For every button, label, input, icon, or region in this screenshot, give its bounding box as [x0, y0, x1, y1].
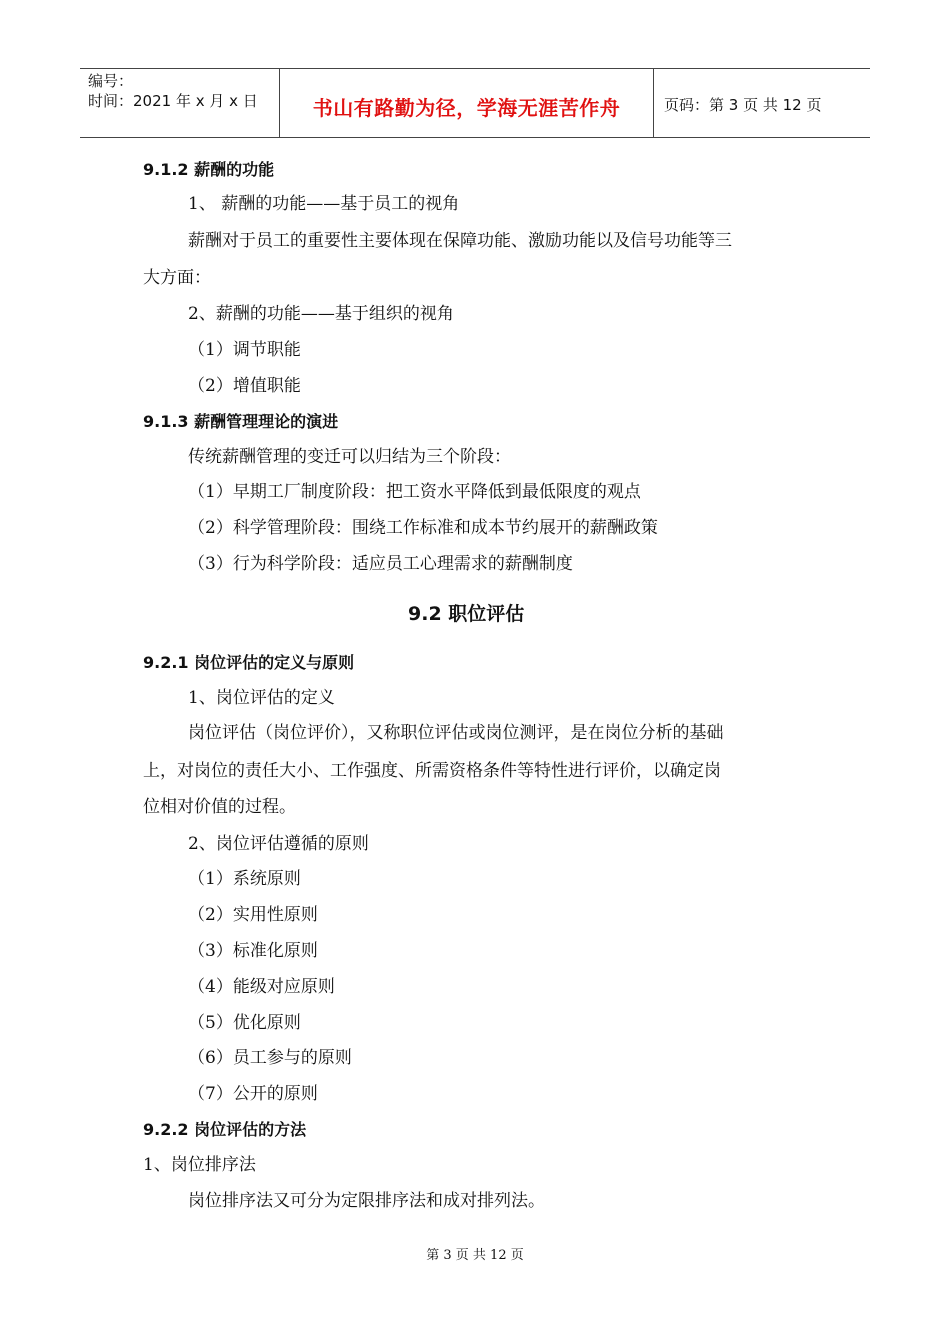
section-heading-9-2-1: 9.2.1 岗位评估的定义与原则: [143, 653, 355, 672]
list-item: （2）增值职能: [188, 376, 301, 396]
list-item: 1、 薪酬的功能——基于员工的视角: [188, 194, 460, 214]
header-time: 时间：2021 年 x 月 x 日: [88, 92, 258, 110]
list-item: 2、薪酬的功能——基于组织的视角: [188, 304, 454, 324]
paragraph-line: 位相对价值的过程。: [143, 797, 296, 817]
paragraph-line: 上，对岗位的责任大小、工作强度、所需资格条件等特性进行评价，以确定岗: [143, 761, 721, 781]
list-item: （4）能级对应原则: [188, 977, 335, 997]
paragraph-line: 大方面：: [143, 268, 211, 288]
paragraph-line: 岗位评估（岗位评价），又称职位评估或岗位测评，是在岗位分析的基础: [188, 723, 724, 743]
section-heading-9-1-3: 9.1.3 薪酬管理理论的演进: [143, 412, 339, 431]
list-item: （7）公开的原则: [188, 1084, 318, 1104]
list-item: （2）实用性原则: [188, 905, 318, 925]
chapter-heading-9-2: 9.2 职位评估: [408, 603, 525, 625]
header-motto: 书山有路勤为径，学海无涯苦作舟: [312, 95, 621, 120]
paragraph-line: 传统薪酬管理的变迁可以归结为三个阶段：: [188, 447, 511, 467]
section-heading-9-1-2: 9.1.2 薪酬的功能: [143, 160, 275, 179]
list-item: （3）行为科学阶段：适应员工心理需求的薪酬制度: [188, 554, 573, 574]
list-item: （3）标准化原则: [188, 941, 318, 961]
list-item: （1）调节职能: [188, 340, 301, 360]
list-item: （1）早期工厂制度阶段：把工资水平降低到最低限度的观点: [188, 482, 641, 502]
list-item: 2、岗位评估遵循的原则: [188, 834, 369, 854]
header-motto-cell: [280, 69, 654, 137]
header-page-info: 页码：第 3 页 共 12 页: [664, 96, 822, 114]
header-number: 编号：: [88, 72, 134, 90]
paragraph-line: 岗位排序法又可分为定限排序法和成对排列法。: [188, 1191, 545, 1211]
list-item: （1）系统原则: [188, 869, 301, 889]
page-header: [80, 68, 870, 138]
list-item: （5）优化原则: [188, 1013, 301, 1033]
list-item: （6）员工参与的原则: [188, 1048, 352, 1068]
list-item: 1、岗位排序法: [143, 1155, 256, 1175]
paragraph-line: 薪酬对于员工的重要性主要体现在保障功能、激励功能以及信号功能等三: [188, 231, 732, 251]
section-heading-9-2-2: 9.2.2 岗位评估的方法: [143, 1120, 307, 1139]
list-item: （2）科学管理阶段：围绕工作标准和成本节约展开的薪酬政策: [188, 518, 658, 538]
list-item: 1、岗位评估的定义: [188, 688, 335, 708]
page-footer: 第 3 页 共 12 页: [426, 1248, 524, 1263]
header-meta: [80, 69, 280, 137]
